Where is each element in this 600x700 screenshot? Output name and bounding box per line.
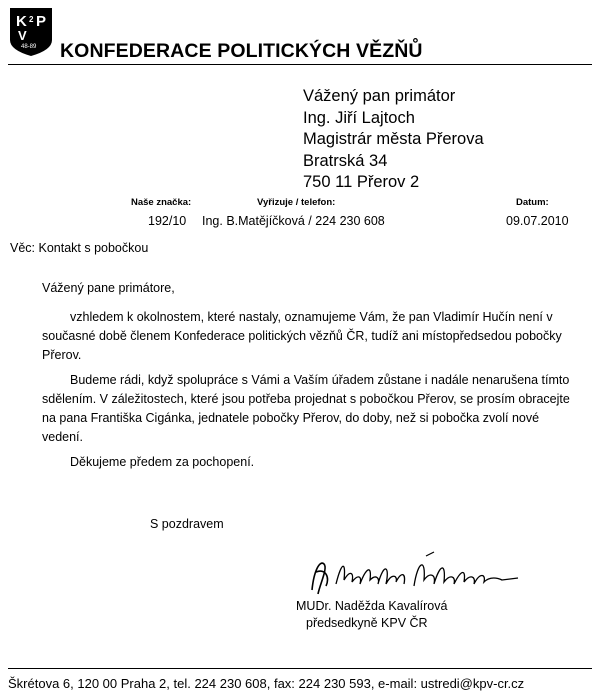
organization-name: KONFEDERACE POLITICKÝCH VĚZŇŮ bbox=[60, 40, 423, 62]
signatory-name: MUDr. Naděžda Kavalírová bbox=[296, 599, 448, 613]
svg-text:K: K bbox=[16, 13, 27, 30]
handwritten-signature bbox=[306, 550, 526, 600]
paragraph-2: Budeme rádi, když spolupráce s Vámi a Vaším úřadem zůstane i nadále nenarušena tímto sdělením. V záležitostech, které jsou potřeba projednat s pobočkou Přerov, se prosím obracejte na pana Františka Cigánka, jednatele pobočky Přerov, do doby, než si pobočka zvolí nové vedení. bbox=[42, 373, 570, 444]
svg-text:48-89: 48-89 bbox=[21, 44, 37, 50]
thanks: Děkujeme předem za pochopení. bbox=[70, 455, 255, 469]
handled-by-value: Ing. B.Matějíčková / 224 230 608 bbox=[202, 214, 385, 228]
svg-text:P: P bbox=[36, 13, 47, 30]
recipient-address bbox=[303, 86, 484, 194]
subject-line: Věc: Kontakt s pobočkou bbox=[10, 241, 149, 255]
date-value: 09.07.2010 bbox=[506, 214, 569, 228]
footer-contact: Škrétova 6, 120 00 Praha 2, tel. 224 230 608, fax: 224 230 593, e-mail: ustredi@kpv-cr.cz bbox=[8, 676, 525, 691]
signatory bbox=[296, 598, 447, 632]
organization-logo bbox=[8, 6, 54, 58]
recipient-salutation: Vážený pan primátor bbox=[303, 87, 456, 105]
our-ref-value: 192/10 bbox=[148, 214, 187, 228]
signatory-title: předsedkyně KPV ČR bbox=[306, 616, 428, 630]
handled-by-label: Vyřizuje / telefon: bbox=[257, 197, 336, 208]
greeting: Vážený pane primátore, bbox=[42, 281, 175, 295]
paragraph-1: vzhledem k okolnostem, které nastaly, oznamujeme Vám, že pan Vladimír Hučín není v současné době členem Konfederace politických vězňů ČR, tudíž ani místopředsedou pobočky Přerov. bbox=[42, 310, 562, 362]
svg-text:2: 2 bbox=[29, 15, 34, 24]
recipient-name: Ing. Jiří Lajtoch bbox=[303, 108, 415, 127]
date-label: Datum: bbox=[516, 197, 549, 208]
our-ref-label: Naše značka: bbox=[131, 197, 192, 208]
letter-body bbox=[42, 279, 577, 472]
recipient-street: Bratrská 34 bbox=[303, 151, 388, 170]
header-divider bbox=[8, 64, 592, 65]
footer-divider bbox=[8, 668, 592, 669]
recipient-office: Magistrár města Přerova bbox=[303, 130, 484, 148]
svg-text:V: V bbox=[18, 28, 27, 43]
recipient-city: 750 11 Přerov 2 bbox=[303, 173, 420, 191]
closing: S pozdravem bbox=[150, 517, 224, 531]
